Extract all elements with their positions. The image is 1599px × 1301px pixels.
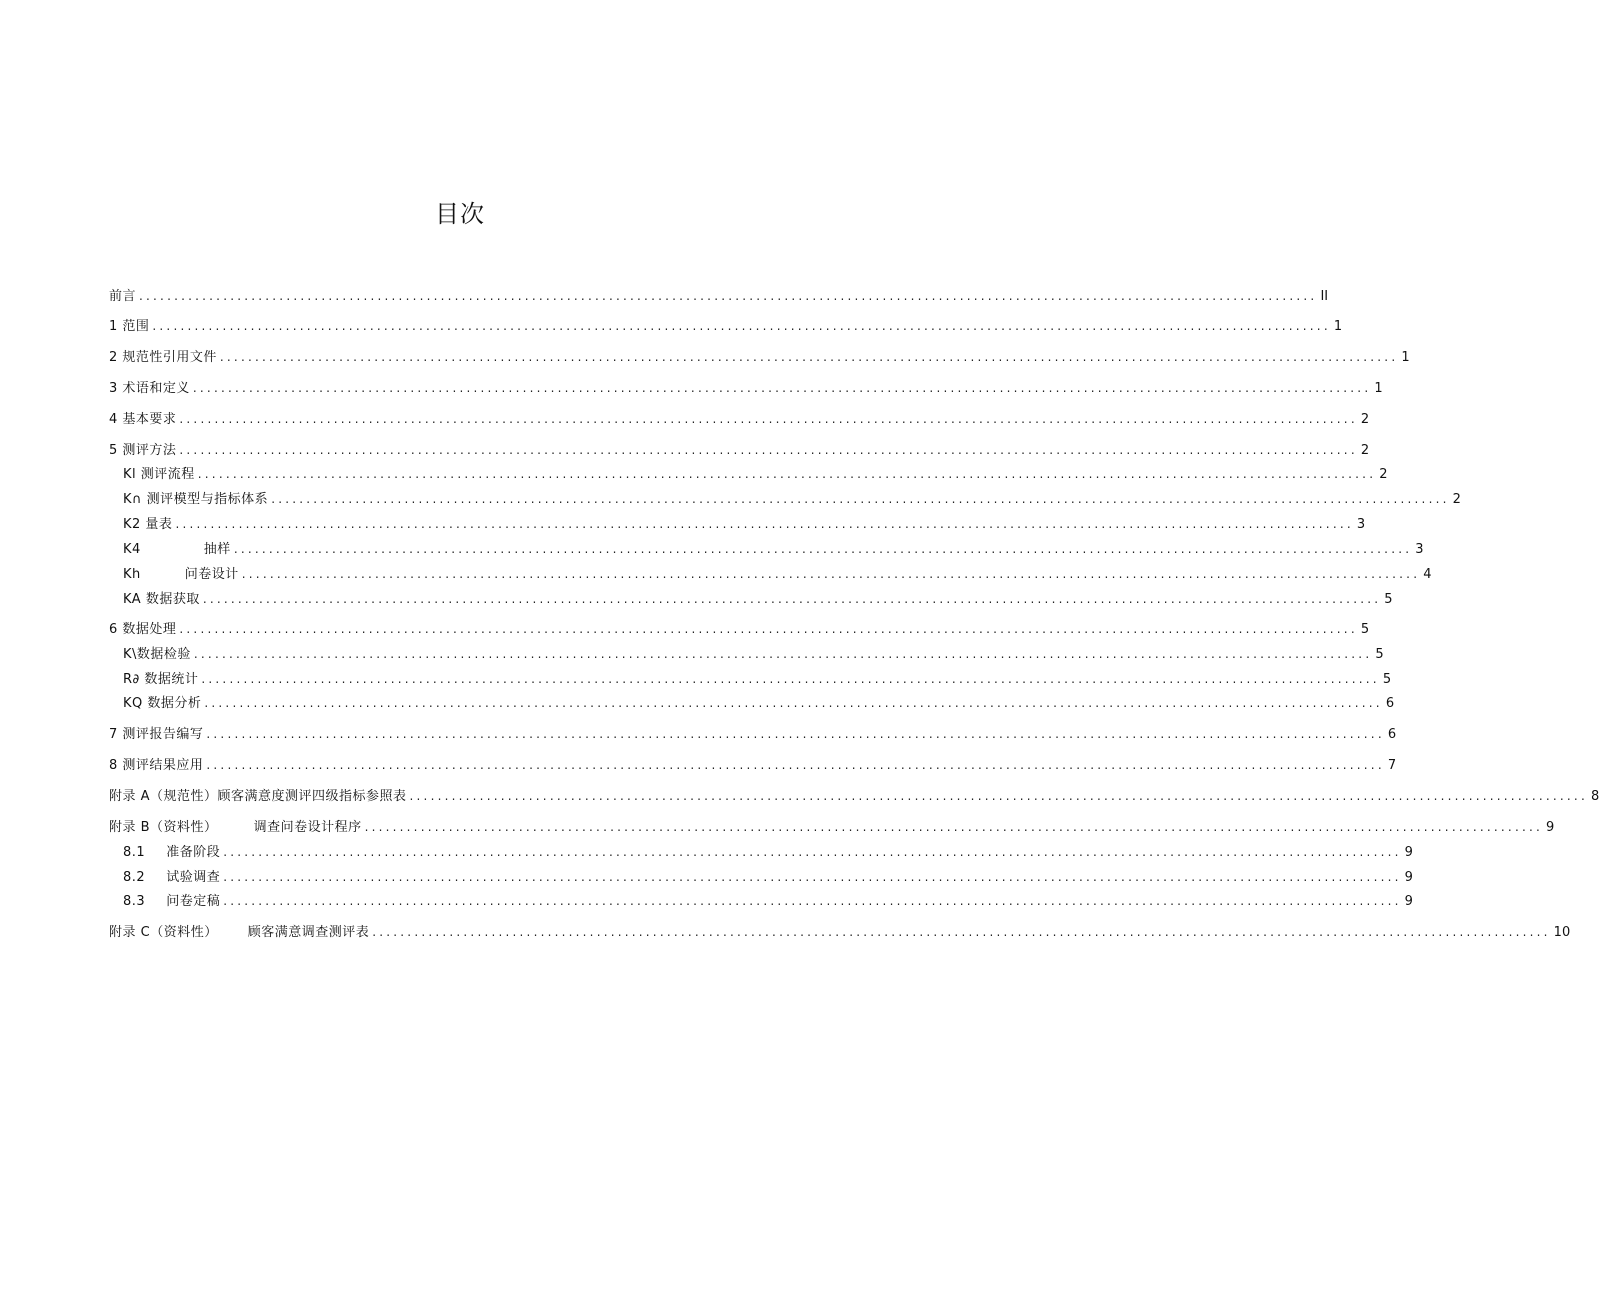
toc-entry-process[interactable] [123,464,1388,484]
toc-entry-terms[interactable] [109,378,1383,398]
toc-entry-title: 问卷定稿 [166,894,221,909]
toc-entry-label [123,892,220,912]
dot-leader: ........................................................................................................................................................................ [204,696,1383,710]
toc-entry-label: K∩ 测评模型与指标体系 [123,492,269,507]
toc-entry-b-2[interactable] [123,867,1413,887]
toc-entry-page: 5 [1382,672,1392,687]
toc-entry-page: 3 [1415,542,1424,557]
dot-leader: ........................................................................................................................................................................ [271,492,1450,506]
toc-entry-label: K\数据检验 [123,647,191,662]
toc-entry-number: 附录 B（资料性） [109,820,218,835]
toc-entry-number: 8.1 [123,845,146,860]
toc-entry-page: 2 [1379,467,1388,482]
toc-entry-page: 1 [1374,381,1383,396]
dot-leader: ........................................................................................................................................................................ [152,319,1331,333]
toc-entry-page: 2 [1360,443,1370,458]
dot-leader: ........................................................................................................................................................................ [223,870,1402,884]
toc-entry-page: 6 [1385,696,1395,711]
dot-leader: ........................................................................................................................................................................ [192,381,1372,395]
dot-leader: ........................................................................................................................................................................ [179,622,1358,636]
toc-entry-basic-requirements[interactable] [109,409,1370,429]
toc-entry-page: 2 [1360,412,1370,427]
dot-leader: ........................................................................................................................................................................ [201,672,1380,686]
toc-entry-page: 9 [1546,820,1555,835]
toc-entry-page: 5 [1375,647,1384,662]
toc-entry-page: 5 [1384,592,1393,607]
toc-entry-label: Kl 测评流程 [123,467,195,482]
dot-leader: ........................................................................................................................................................................ [233,542,1413,556]
toc-entry-page: 9 [1404,845,1413,860]
dot-leader: ........................................................................................................................................................................ [179,443,1358,457]
toc-entry-label [123,540,231,560]
toc-entry-title: 问卷设计 [184,567,239,582]
toc-entry-label: 7 测评报告编写 [109,727,204,742]
toc-entry-normative-references[interactable] [109,347,1410,367]
dot-leader: ........................................................................................................................................................................ [206,758,1385,772]
toc-entry-label: 2 规范性引用文件 [109,350,217,365]
dot-leader: ........................................................................................................................................................................ [206,727,1385,741]
dot-leader: ........................................................................................................................................................................ [372,925,1551,939]
toc-entry-data-acquisition[interactable] [123,589,1393,609]
toc-entry-appendix-c[interactable] [109,922,1571,942]
toc-entry-label: 1 范围 [109,319,150,334]
toc-entry-page: 3 [1356,517,1366,532]
toc-entry-label: 附录 A（规范性）顾客满意度测评四级指标参照表 [109,789,407,804]
toc-entry-title: 顾客满意调查测评表 [247,925,370,940]
dot-leader: ........................................................................................................................................................................ [219,350,1399,364]
toc-entry-report-writing[interactable] [109,724,1397,744]
toc-entry-page: 10 [1553,925,1571,940]
dot-leader: ........................................................................................................................................................................ [223,845,1402,859]
toc-entry-label: 4 基本要求 [109,412,177,427]
toc-entry-page: 9 [1404,894,1413,909]
toc-entry-b-3[interactable] [123,891,1413,911]
toc-entry-title: 试验调查 [166,870,221,885]
toc-entry-label: 前言 [109,289,137,304]
toc-entry-result-application[interactable] [109,755,1397,775]
dot-leader: ........................................................................................................................................................................ [179,412,1358,426]
toc-entry-page: 8 [1590,789,1599,804]
dot-leader: ........................................................................................................................................................................ [241,567,1421,581]
toc-entry-page: 1 [1333,319,1343,334]
toc-entry-data-analysis[interactable] [123,693,1395,713]
toc-entry-page: 9 [1404,870,1413,885]
toc-entry-page: 5 [1360,622,1370,637]
toc-entry-label: 6 数据处理 [109,622,177,637]
toc-entry-number: 8.3 [123,894,146,909]
toc-entry-data-statistics[interactable] [123,669,1392,689]
dot-leader: ........................................................................................................................................................................ [139,289,1318,303]
dot-leader: ........................................................................................................................................................................ [175,517,1354,531]
toc-entry-model[interactable] [123,489,1461,509]
toc-entry-page: 2 [1452,492,1461,507]
dot-leader: ........................................................................................................................................................................ [223,894,1402,908]
dot-leader: ........................................................................................................................................................................ [202,592,1382,606]
toc-entry-label: KA 数据获取 [123,592,200,607]
toc-entry-label [123,868,220,888]
toc-entry-label [109,818,362,838]
toc-entry-label: R∂ 数据统计 [123,672,199,687]
toc-entry-page: 7 [1387,758,1397,773]
toc-entry-number: 附录 C（资料性） [109,925,218,940]
toc-entry-title: 抽样 [203,542,231,557]
toc-entry-label: 8 测评结果应用 [109,758,204,773]
toc-entry-label [109,923,369,943]
toc-entry-appendix-a[interactable] [109,786,1599,806]
toc-entry-data-processing[interactable] [109,619,1370,639]
toc-entry-page: 1 [1401,350,1410,365]
toc-entry-b-1[interactable] [123,842,1413,862]
toc-entry-number: Kh [123,567,141,582]
toc-entry-appendix-b[interactable] [109,817,1555,837]
dot-leader: ........................................................................................................................................................................ [409,789,1588,803]
toc-entry-label [123,843,220,863]
toc-entry-label: K2 量表 [123,517,173,532]
dot-leader: ........................................................................................................................................................................ [364,820,1544,834]
dot-leader: ........................................................................................................................................................................ [193,647,1373,661]
toc-entry-number: K4 [123,542,141,557]
toc-entry-page: II [1320,289,1329,304]
toc-entry-questionnaire-design[interactable] [123,564,1432,584]
toc-entry-label: 5 测评方法 [109,443,177,458]
toc-entry-number: 8.2 [123,870,146,885]
toc-entry-label [123,565,239,585]
toc-entry-methods[interactable] [109,440,1370,460]
page-title: 目次 [435,200,485,228]
toc-entry-foreword[interactable] [109,286,1329,306]
toc-entry-page: 4 [1423,567,1432,582]
toc-entry-data-validation[interactable] [123,644,1384,664]
toc-entry-scope[interactable] [109,316,1343,336]
dot-leader: ........................................................................................................................................................................ [197,467,1377,481]
toc-entry-title: 调查问卷设计程序 [253,820,362,835]
toc-entry-scale[interactable] [123,514,1366,534]
toc-entry-label: 3 术语和定义 [109,381,190,396]
toc-entry-title: 准备阶段 [166,845,221,860]
toc-entry-page: 6 [1387,727,1397,742]
toc-entry-label: KQ 数据分析 [123,696,202,711]
toc-entry-sampling[interactable] [123,539,1424,559]
